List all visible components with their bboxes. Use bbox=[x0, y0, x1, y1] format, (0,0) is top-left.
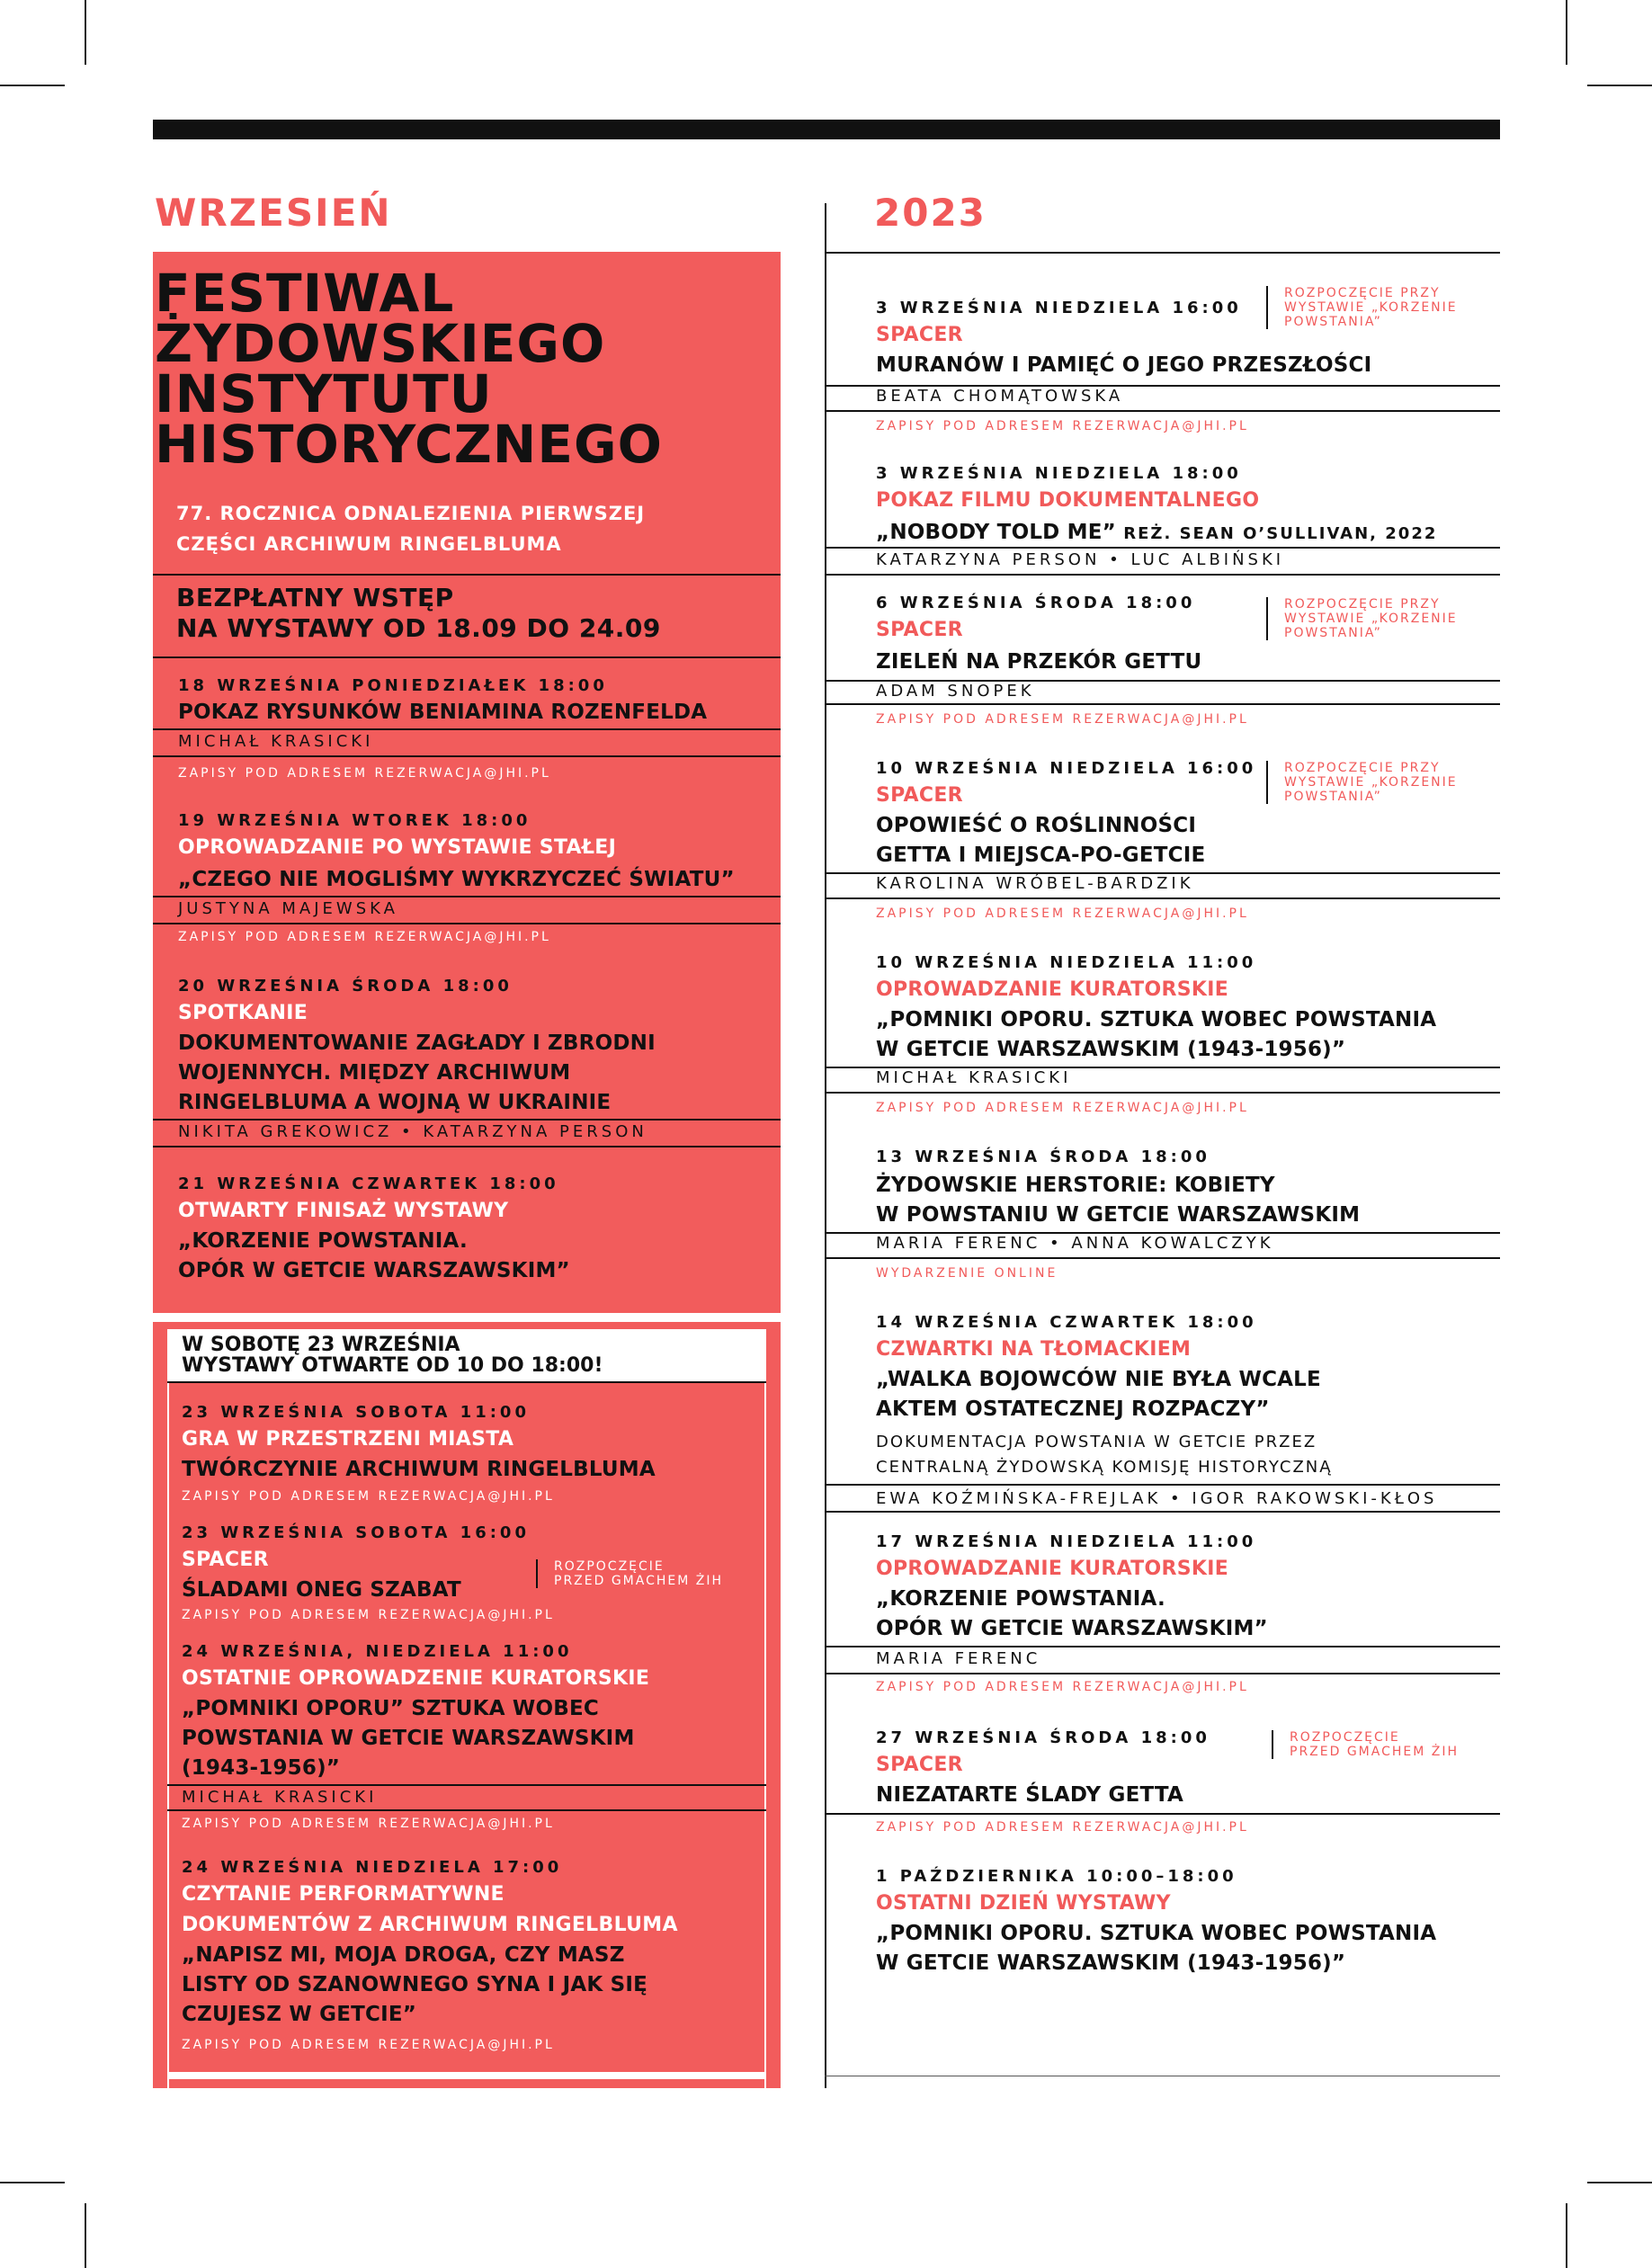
event-note: ZAPISY POD ADRESEM REZERWACJA@JHI.PL bbox=[182, 1817, 555, 1831]
divider bbox=[825, 1813, 1500, 1815]
event-date: 3 WRZEŚNIA NIEDZIELA 18:00 bbox=[876, 464, 1242, 483]
event-person: KAROLINA WRÓBEL-BARDZIK bbox=[876, 874, 1194, 893]
event-location-note: ROZPOCZĘCIE PRZED GMACHEM ŻIH bbox=[1272, 1730, 1459, 1759]
crop-mark bbox=[1587, 2182, 1652, 2183]
event-person: KATARZYNA PERSON • LUC ALBIŃSKI bbox=[876, 550, 1285, 569]
event-note: ZAPISY POD ADRESEM REZERWACJA@JHI.PL bbox=[876, 1101, 1249, 1115]
event-title: „KORZENIE POWSTANIA. bbox=[876, 1587, 1165, 1611]
event-person: MICHAŁ KRASICKI bbox=[876, 1068, 1072, 1087]
year-heading: 2023 bbox=[874, 191, 987, 235]
event-type: SPACER bbox=[876, 619, 963, 641]
event-date: 1 PAŹDZIERNIKA 10:00–18:00 bbox=[876, 1867, 1237, 1886]
event-person: MICHAŁ KRASICKI bbox=[182, 1788, 378, 1807]
event-title: OPÓR W GETCIE WARSZAWSKIM” bbox=[178, 1259, 570, 1282]
event-description: DOKUMENTACJA POWSTANIA W GETCIE PRZEZ CENTRALNĄ ŻYDOWSKĄ KOMISJĘ HISTORYCZNĄ bbox=[876, 1433, 1333, 1477]
event-date: 14 WRZEŚNIA CZWARTEK 18:00 bbox=[876, 1313, 1257, 1332]
event-date: 27 WRZEŚNIA ŚRODA 18:00 bbox=[876, 1728, 1210, 1747]
crop-mark bbox=[85, 2203, 86, 2268]
event-title: CZUJESZ W GETCIE” bbox=[182, 2003, 417, 2026]
event-title: „POMNIKI OPORU. SZTUKA WOBEC POWSTANIA bbox=[876, 1922, 1437, 1945]
event-title: „KORZENIE POWSTANIA. bbox=[178, 1229, 468, 1253]
divider bbox=[825, 574, 1500, 576]
event-date: 6 WRZEŚNIA ŚRODA 18:00 bbox=[876, 594, 1196, 612]
divider bbox=[153, 896, 781, 897]
event-note: ZAPISY POD ADRESEM REZERWACJA@JHI.PL bbox=[876, 419, 1249, 433]
event-date: 18 WRZEŚNIA PONIEDZIAŁEK 18:00 bbox=[178, 676, 608, 695]
event-location-note: ROZPOCZĘCIE PRZY WYSTAWIE „KORZENIE POWSTANIA” bbox=[1266, 286, 1458, 329]
event-date: 20 WRZEŚNIA ŚRODA 18:00 bbox=[178, 977, 513, 996]
divider bbox=[153, 923, 781, 924]
event-title: POWSTANIA W GETCIE WARSZAWSKIM bbox=[182, 1727, 635, 1750]
column-divider bbox=[825, 203, 826, 2088]
event-date: 24 WRZEŚNIA, NIEDZIELA 11:00 bbox=[182, 1642, 573, 1661]
event-title: W POWSTANIU W GETCIE WARSZAWSKIM bbox=[876, 1203, 1361, 1227]
event-type: OSTATNI DZIEŃ WYSTAWY bbox=[876, 1892, 1171, 1915]
divider bbox=[153, 728, 781, 730]
festival-subtitle: 77. ROCZNICA ODNALEZIENIA PIERWSZEJ CZĘŚCI ARCHIWUM RINGELBLUMA bbox=[176, 503, 646, 555]
divider bbox=[825, 703, 1500, 705]
divider bbox=[167, 1784, 766, 1786]
event-title: DOKUMENTOWANIE ZAGŁADY I ZBRODNI bbox=[178, 1031, 656, 1055]
event-title: OPOWIEŚĆ O ROŚLINNOŚCI bbox=[876, 814, 1197, 837]
divider bbox=[153, 1146, 781, 1147]
divider bbox=[825, 1673, 1500, 1674]
divider bbox=[825, 1092, 1500, 1094]
event-title: ŻYDOWSKIE HERSTORIE: KOBIETY bbox=[876, 1174, 1275, 1197]
event-type: CZWARTKI NA TŁOMACKIEM bbox=[876, 1338, 1192, 1361]
event-person: MICHAŁ KRASICKI bbox=[178, 732, 374, 751]
crop-mark bbox=[1587, 85, 1652, 86]
event-date: 23 WRZEŚNIA SOBOTA 16:00 bbox=[182, 1523, 530, 1542]
event-type: DOKUMENTÓW Z ARCHIWUM RINGELBLUMA bbox=[182, 1914, 678, 1936]
event-title: ZIELEŃ NA PRZEKÓR GETTU bbox=[876, 650, 1202, 674]
event-location-note: ROZPOCZĘCIE PRZY WYSTAWIE „KORZENIE POWSTANIA” bbox=[1266, 761, 1458, 804]
event-title: POKAZ RYSUNKÓW BENIAMINA ROZENFELDA bbox=[178, 701, 708, 724]
event-note: ZAPISY POD ADRESEM REZERWACJA@JHI.PL bbox=[876, 906, 1249, 921]
divider bbox=[825, 1511, 1500, 1513]
event-date: 13 WRZEŚNIA ŚRODA 18:00 bbox=[876, 1147, 1210, 1166]
event-title: AKTEM OSTATECZNEJ ROZPACZY” bbox=[876, 1397, 1270, 1421]
event-title: RINGELBLUMA A WOJNĄ W UKRAINIE bbox=[178, 1091, 612, 1114]
event-note: ZAPISY POD ADRESEM REZERWACJA@JHI.PL bbox=[178, 930, 551, 944]
event-date: 17 WRZEŚNIA NIEDZIELA 11:00 bbox=[876, 1532, 1257, 1551]
event-person: MARIA FERENC bbox=[876, 1649, 1041, 1668]
event-note: ZAPISY POD ADRESEM REZERWACJA@JHI.PL bbox=[182, 1608, 555, 1622]
event-title: LISTY OD SZANOWNEGO SYNA I JAK SIĘ bbox=[182, 1973, 648, 1996]
event-title: W GETCIE WARSZAWSKIM (1943-1956)” bbox=[876, 1951, 1346, 1975]
event-date: 10 WRZEŚNIA NIEDZIELA 16:00 bbox=[876, 759, 1257, 778]
crop-mark bbox=[0, 85, 65, 86]
event-type: OTWARTY FINISAŻ WYSTAWY bbox=[178, 1200, 509, 1222]
event-location-note: ROZPOCZĘCIE PRZY WYSTAWIE „KORZENIE POWSTANIA” bbox=[1266, 597, 1458, 640]
crop-mark bbox=[0, 2182, 65, 2183]
right-top-rule bbox=[825, 252, 1500, 254]
event-title: (1943-1956)” bbox=[182, 1756, 341, 1780]
divider bbox=[825, 410, 1500, 412]
divider bbox=[825, 1257, 1500, 1259]
divider bbox=[153, 656, 781, 658]
event-title: „NAPISZ MI, MOJA DROGA, CZY MASZ bbox=[182, 1943, 625, 1967]
event-date: 23 WRZEŚNIA SOBOTA 11:00 bbox=[182, 1403, 530, 1422]
event-person: ADAM SNOPEK bbox=[876, 682, 1035, 701]
event-title: MURANÓW I PAMIĘĆ O JEGO PRZESZŁOŚCI bbox=[876, 353, 1372, 377]
divider bbox=[153, 1119, 781, 1121]
event-type: OPROWADZANIE KURATORSKIE bbox=[876, 1558, 1229, 1580]
month-heading: WRZESIEŃ bbox=[155, 191, 392, 235]
event-note: ZAPISY POD ADRESEM REZERWACJA@JHI.PL bbox=[876, 712, 1249, 727]
event-note: ZAPISY POD ADRESEM REZERWACJA@JHI.PL bbox=[182, 2038, 555, 2052]
event-title: TWÓRCZYNIE ARCHIWUM RINGELBLUMA bbox=[182, 1458, 656, 1481]
event-location-note: ROZPOCZĘCIE PRZED GMACHEM ŻIH bbox=[536, 1559, 723, 1588]
divider bbox=[825, 897, 1500, 899]
event-date: 10 WRZEŚNIA NIEDZIELA 11:00 bbox=[876, 953, 1257, 972]
divider bbox=[167, 1809, 766, 1811]
event-type: CZYTANIE PERFORMATYWNE bbox=[182, 1883, 505, 1906]
crop-mark bbox=[1566, 2203, 1567, 2268]
event-note: WYDARZENIE ONLINE bbox=[876, 1266, 1058, 1281]
event-person: NIKITA GREKOWICZ • KATARZYNA PERSON bbox=[178, 1122, 647, 1141]
event-type: POKAZ FILMU DOKUMENTALNEGO bbox=[876, 489, 1260, 512]
event-type: GRA W PRZESTRZENI MIASTA bbox=[182, 1428, 514, 1451]
divider bbox=[153, 574, 781, 576]
event-title: „POMNIKI OPORU. SZTUKA WOBEC POWSTANIA bbox=[876, 1008, 1437, 1031]
event-title: NIEZATARTE ŚLADY GETTA bbox=[876, 1783, 1184, 1807]
event-person: MARIA FERENC • ANNA KOWALCZYK bbox=[876, 1234, 1274, 1253]
crop-mark bbox=[1566, 0, 1567, 65]
event-title: WOJENNYCH. MIĘDZY ARCHIWUM bbox=[178, 1061, 571, 1085]
divider bbox=[825, 1646, 1500, 1647]
festival-title: FESTIWAL ŻYDOWSKIEGO INSTYTUTU HISTORYCZNEGO bbox=[155, 263, 663, 475]
event-type: SPACER bbox=[182, 1549, 269, 1571]
event-date: 19 WRZEŚNIA WTOREK 18:00 bbox=[178, 811, 531, 830]
top-rule bbox=[153, 120, 1500, 139]
event-type: OPROWADZANIE KURATORSKIE bbox=[876, 978, 1229, 1001]
event-title: ŚLADAMI ONEG SZABAT bbox=[182, 1578, 461, 1602]
divider bbox=[825, 547, 1500, 549]
event-person: BEATA CHOMĄTOWSKA bbox=[876, 387, 1124, 406]
event-type: OPROWADZANIE PO WYSTAWIE STAŁEJ bbox=[178, 836, 617, 859]
weekend-bottom-rule bbox=[167, 2072, 766, 2079]
event-person: EWA KOŹMIŃSKA-FREJLAK • IGOR RAKOWSKI-KŁOS bbox=[876, 1489, 1438, 1508]
event-title: „NOBODY TOLD ME” REŻ. SEAN O’SULLIVAN, 2022 bbox=[876, 521, 1438, 544]
event-date: 24 WRZEŚNIA NIEDZIELA 17:00 bbox=[182, 1858, 563, 1877]
event-title: „POMNIKI OPORU” SZTUKA WOBEC bbox=[182, 1697, 599, 1720]
event-title: W GETCIE WARSZAWSKIM (1943-1956)” bbox=[876, 1038, 1346, 1061]
event-type: SPOTKANIE bbox=[178, 1002, 308, 1024]
event-person: JUSTYNA MAJEWSKA bbox=[178, 899, 398, 918]
event-title: GETTA I MIEJSCA-PO-GETCIE bbox=[876, 844, 1206, 867]
event-type: SPACER bbox=[876, 324, 963, 346]
event-type: SPACER bbox=[876, 784, 963, 807]
weekend-label: W SOBOTĘ 23 WRZEŚNIA WYSTAWY OTWARTE OD 10 DO 18:00! bbox=[182, 1334, 603, 1377]
crop-mark bbox=[85, 0, 86, 65]
event-note: ZAPISY POD ADRESEM REZERWACJA@JHI.PL bbox=[182, 1489, 555, 1504]
event-date: 3 WRZEŚNIA NIEDZIELA 16:00 bbox=[876, 299, 1242, 317]
event-type: OSTATNIE OPROWADZENIE KURATORSKIE bbox=[182, 1667, 650, 1690]
event-note: ZAPISY POD ADRESEM REZERWACJA@JHI.PL bbox=[876, 1820, 1249, 1835]
event-title: OPÓR W GETCIE WARSZAWSKIM” bbox=[876, 1617, 1268, 1640]
divider bbox=[153, 755, 781, 757]
divider bbox=[825, 1484, 1500, 1486]
event-type: SPACER bbox=[876, 1754, 963, 1776]
free-entry-notice: BEZPŁATNY WSTĘP NA WYSTAWY OD 18.09 DO 24.09 bbox=[176, 583, 661, 643]
event-note: ZAPISY POD ADRESEM REZERWACJA@JHI.PL bbox=[876, 1680, 1249, 1694]
event-title: „WALKA BOJOWCÓW NIE BYŁA WCALE bbox=[876, 1368, 1321, 1391]
event-title: „CZEGO NIE MOGLIŚMY WYKRZYCZEĆ ŚWIATU” bbox=[178, 868, 735, 891]
event-note: ZAPISY POD ADRESEM REZERWACJA@JHI.PL bbox=[178, 766, 551, 781]
event-date: 21 WRZEŚNIA CZWARTEK 18:00 bbox=[178, 1174, 559, 1193]
